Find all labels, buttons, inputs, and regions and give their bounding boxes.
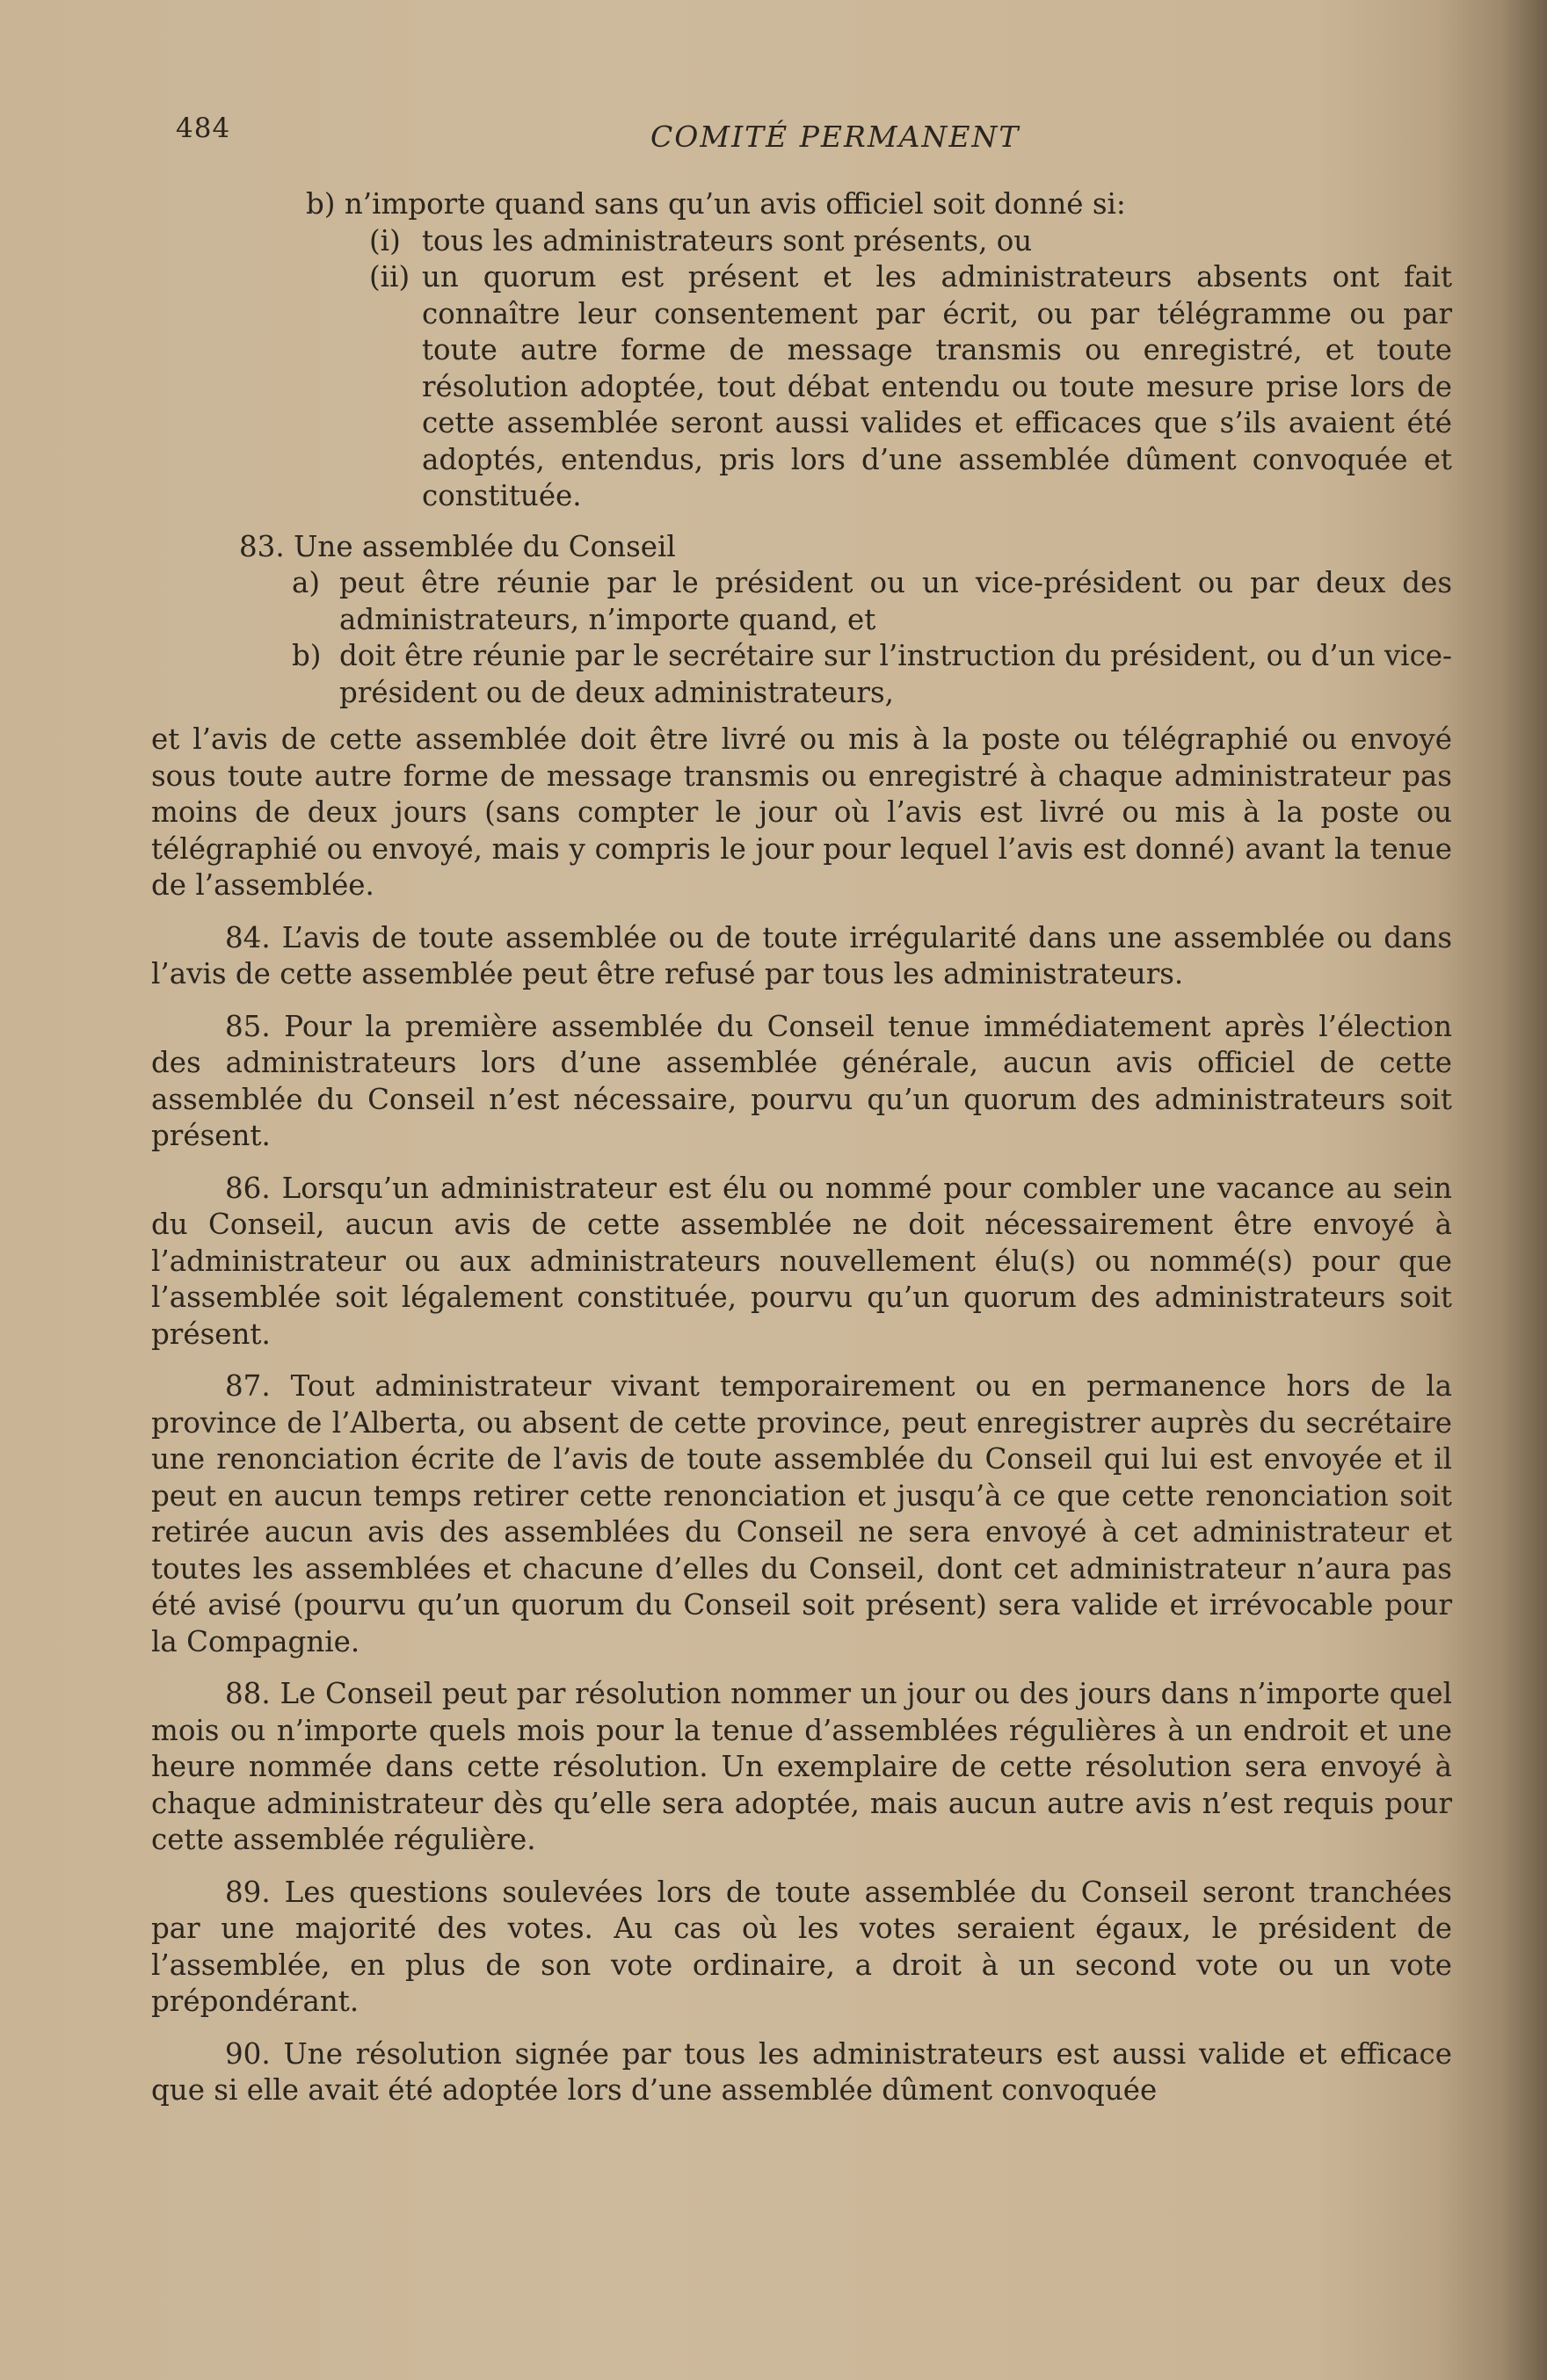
- section-83-b-text: doit être réunie par le secrétaire sur l’instruction du président, ou d’un vice-président ou de deux administrateurs,: [339, 639, 1452, 709]
- clause-b-i-text: tous les administrateurs sont présents, ou: [422, 223, 1033, 258]
- section-83-tail: et l’avis de cette assemblée doit être livré ou mis à la poste ou télégraphié ou envoyé sous toute autre forme de message transmis ou enregistré à chaque administrateur pas moins de deux jours (sans compter le jour où l’avis est livré ou mis à la poste ou télégraphié ou envoyé, mais y compris le jour pour lequel l’avis est donné) avant la tenue de l’assemblée.: [151, 722, 1452, 902]
- document-body: [151, 186, 1452, 2109]
- clause-b: b) n’importe quand sans qu’un avis officiel soit donné si:: [306, 187, 1126, 221]
- section-83-heading: 83. Une assemblée du Conseil: [239, 529, 676, 563]
- section-88: 88. Le Conseil peut par résolution nommer un jour ou des jours dans n’importe quel mois ou n’importe quels mois pour la tenue d’assemblées régulières à un endroit et une heure nommée dans cette résolution. Un exemplaire de cette résolution sera envoyé à chaque administrateur dès qu’elle sera adoptée, mais aucun autre avis n’est requis pour cette assemblée régulière.: [151, 1677, 1452, 1856]
- section-83-b-label: b): [292, 639, 322, 672]
- section-89: 89. Les questions soulevées lors de toute assemblée du Conseil seront tranchées par une majorité des votes. Au cas où les votes seraient égaux, le président de l’assemblée, en plus de son vote ordinaire, a droit à un second vote ou un vote prépondérant.: [151, 1875, 1452, 2018]
- section-83-a: [292, 565, 1452, 638]
- clause-b-ii: [369, 259, 1452, 515]
- clause-b-ii-text: un quorum est présent et les administrateurs absents ont fait connaître leur consentement par écrit, ou par télégramme ou par toute autre forme de message transmis ou enregistré, et toute résolution adoptée, tout débat entendu ou toute mesure prise lors de cette assemblée seront aussi valides et efficaces que s’ils avaient été adoptés, entendus, pris lors d’une assemblée dûment convoquée et constituée.: [422, 260, 1452, 512]
- section-90: 90. Une résolution signée par tous les administrateurs est aussi valide et efficace que si elle avait été adoptée lors d’une assemblée dûment convoquée: [151, 2036, 1452, 2107]
- clause-b-ii-label: (ii): [369, 260, 410, 294]
- section-87: 87. Tout administrateur vivant temporairement ou en permanence hors de la province de l’Alberta, ou absent de cette province, peut enregistrer auprès du secrétaire une renonciation écrite de l’avis de toute assemblée du Conseil qui lui est envoyée et il peut en aucun temps retirer cette renonciation et jusqu’à ce que cette renonciation soit retirée aucun avis des assemblées du Conseil ne sera envoyé à cet administrateur et toutes les assemblées et chacune d’elles du Conseil, dont cet administrateur n’aura pas été avisé (pourvu qu’un quorum du Conseil soit présent) sera valide et irrévocable pour la Compagnie.: [151, 1369, 1452, 1658]
- section-84: 84. L’avis de toute assemblée ou de toute irrégularité dans une assemblée ou dans l’avis de cette assemblée peut être refusé par tous les administrateurs.: [151, 920, 1452, 990]
- page-header: [176, 112, 1442, 156]
- section-83-b: [292, 638, 1452, 711]
- running-title: COMITÉ PERMANENT: [650, 120, 1020, 154]
- page-number: 484: [176, 112, 231, 144]
- section-86: 86. Lorsqu’un administrateur est élu ou nommé pour combler une vacance au sein du Conseil, aucun avis de cette assemblée ne doit nécessairement être envoyé à l’administrateur ou aux administrateurs nouvellement élu(s) ou nommé(s) pour que l’assemblée soit légalement constituée, pourvu qu’un quorum des administrateurs soit présent.: [151, 1171, 1452, 1351]
- section-85: 85. Pour la première assemblée du Conseil tenue immédiatement après l’élection des administrateurs lors d’une assemblée générale, aucun avis officiel de cette assemblée du Conseil n’est nécessaire, pourvu qu’un quorum des administrateurs soit présent.: [151, 1009, 1452, 1152]
- clause-b-i: [369, 223, 1452, 260]
- section-83-a-label: a): [292, 566, 321, 599]
- clause-b-i-label: (i): [369, 223, 401, 258]
- section-83-a-text: peut être réunie par le président ou un vice-président ou par deux des administrateurs, n’importe quand, et: [339, 566, 1452, 636]
